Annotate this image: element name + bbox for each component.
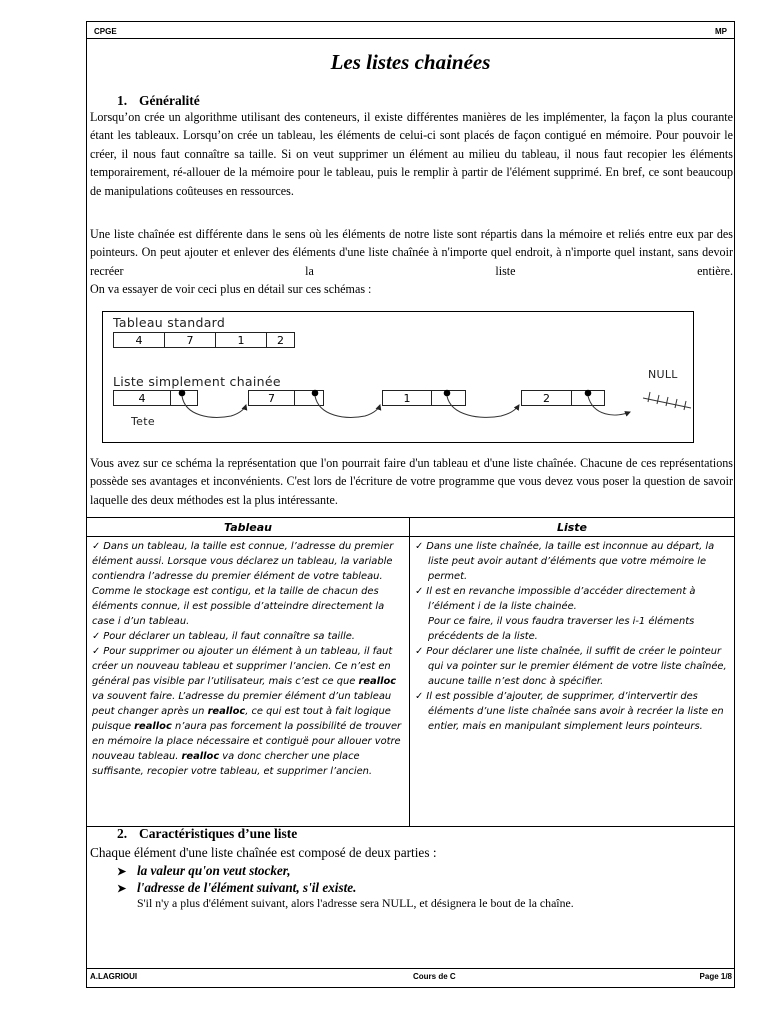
tableau-cell [87, 537, 410, 827]
realloc-keyword: realloc [207, 706, 246, 717]
array-cell: 4 [113, 332, 165, 348]
paragraph-figure-comment [90, 454, 733, 509]
section-2-title: Caractéristiques d’une liste [139, 826, 298, 841]
pointer-arrows [103, 312, 695, 444]
page-title: Les listes chainées [330, 50, 491, 74]
pointer-dot [312, 390, 319, 397]
check-icon: ✓ [415, 586, 424, 597]
parts-intro: Chaque élément d'une liste chaînée est composé de deux parties : [90, 845, 437, 860]
section-1-number: 1. [117, 93, 128, 108]
comparison-table [86, 517, 735, 827]
footer-page: Page 1/8 [699, 972, 732, 981]
list-node-value: 7 [248, 390, 295, 406]
array-vs-list-diagram [102, 311, 694, 443]
liste-cell [410, 537, 735, 827]
realloc-keyword: realloc [358, 676, 397, 687]
pointer-arrow [315, 396, 380, 417]
footer-author: A.LAGRIOUI [90, 972, 138, 981]
pointer-arrow [588, 396, 630, 415]
null-ground-symbol [643, 392, 691, 410]
tableau-point-1: ✓ Dans un tableau, la taille est connue, l’adresse du premier élément aussi. Lorsque vous déclarez un tableau, la variable contiendra l’adresse du premier élément de votre tableau. [92, 541, 394, 582]
column-header-liste: Liste [410, 518, 735, 537]
array-cell: 2 [266, 332, 295, 348]
pointer-dot [179, 390, 186, 397]
column-header-tableau: Tableau [87, 518, 410, 537]
pointer-dot [444, 390, 451, 397]
array-label: Tableau standard [113, 315, 226, 330]
paragraph-intro [90, 108, 733, 200]
check-icon: ✓ [415, 541, 424, 552]
liste-point-1: ✓ Dans une liste chaînée, la taille est inconnue au départ, la liste peut avoir autant d’éléments que votre mémoire le permet. [415, 541, 715, 582]
list-node-value: 1 [382, 390, 432, 406]
section-2-heading [117, 826, 297, 842]
pointer-dot [585, 390, 592, 397]
liste-point-4: ✓ Il est possible d’ajouter, de supprimer, d’intervertir des éléments d’une liste chaînée sans avoir à recréer la liste en entier, mais en manipulant simplement leurs pointeurs. [415, 691, 724, 732]
check-icon: ✓ [415, 691, 424, 702]
table-row [87, 537, 735, 827]
section-1-heading [117, 93, 200, 109]
realloc-keyword: realloc [181, 751, 220, 762]
list-node-value: 2 [521, 390, 572, 406]
page-header [86, 25, 735, 39]
header-rule [86, 38, 735, 39]
table-header-row [87, 518, 735, 537]
paragraph-2b: On va essayer de voir ceci plus en détail sur ces schémas : [90, 282, 372, 297]
liste-point-2: ✓ Il est en revanche impossible d’accéder directement à l’élément i de la liste chainée. [415, 586, 696, 612]
array-cell: 7 [164, 332, 216, 348]
paragraph-1: Lorsqu’on crée un algorithme utilisant des conteneurs, il existe différentes manières de les implémenter, la façon la plus courante étant les tableaux. Lorsqu’on crée un tableau, les éléments de celui-ci sont placés de façon contigué en mémoire. Pour pouvoir le créer, il nous faut connaître sa taille. Si on veut supprimer un élément au milieu du tableau, il nous faut recopier les éléments temporairement, ré-allouer de la mémoire pour le tableau, puis le remplir à partir de l'élément supprimé. En bref, ce sont beaucoup de manipulations coûteuses en ressources. [90, 110, 733, 198]
paragraph-3: Vous avez sur ce schéma la représentation que l'on pourrait faire d'un tableau et d'une liste chaînée. Chacune de ces représentations possède ses avantages et inconvénients. C'est lors de l'écriture de votre programme que vous devez vous poser la question de savoir laquelle des deux méthodes est la plus intéressante. [90, 456, 733, 507]
arrow-bullet-icon: ➤ [117, 883, 127, 895]
check-icon: ✓ [415, 646, 424, 657]
header-right: MP [715, 27, 727, 36]
header-left: CPGE [94, 27, 117, 36]
realloc-keyword: realloc [134, 721, 172, 732]
footer-course: Cours de C [413, 972, 456, 981]
tableau-point-3: ✓ Pour déclarer un tableau, il faut connaître sa taille. [92, 631, 355, 642]
list-node-value: 4 [113, 390, 171, 406]
paragraph-linked-list [90, 225, 733, 299]
tableau-point-4: ✓ Pour supprimer ou ajouter un élément à un tableau, il faut créer un nouveau tableau et supprimer l’ancien. Ce n’est en général pas visible par l’utilisateur, mais c’est ce que realloc va souvent faire. L’adresse du premier élément d’un tableau peut changer après un realloc, ce qui est tout à fait logique puisque realloc n’aura pas forcement la possibilité de trouver en mémoire la place nécessaire et contiguë pour allouer votre nouveau tableau. realloc va donc chercher une place suffisante, recopier votre tableau, et supprimer l’ancien. [92, 646, 402, 777]
null-label: NULL [648, 368, 678, 381]
pointer-arrow [447, 396, 519, 417]
tableau-point-2: Comme le stockage est contigu, et la taille de chacun des éléments connue, il est possible d’atteindre directement la case i d’un tableau. [92, 586, 385, 627]
section-2-number: 2. [117, 826, 128, 841]
paragraph-2: Une liste chaînée est différente dans le sens où les éléments de notre liste sont répartis dans la mémoire et reliés entre eux par des pointeurs. On peut ajouter et enlever des éléments d'une liste chaînée à n'importe quel endroit, à n'importe quel instant, sans devoir recréer la liste entière. [90, 227, 733, 278]
check-icon: ✓ [92, 541, 101, 552]
pointer-arrow [182, 396, 246, 417]
section-1-title: Généralité [139, 93, 200, 108]
head-label: Tete [131, 415, 155, 428]
liste-point-2-detail: Pour ce faire, il vous faudra traverser les i-1 éléments précédents de la liste. [428, 616, 695, 642]
liste-point-3: ✓ Pour déclarer une liste chaînée, il suffit de créer le pointeur qui va pointer sur le premier élément de votre liste chaînée, aucune taille n’est donc à spécifier. [415, 646, 727, 687]
list-label: Liste simplement chainée [113, 374, 281, 389]
check-icon: ✓ [92, 631, 101, 642]
footer-rule [86, 968, 735, 969]
null-note: S'il n'y a plus d'élément suivant, alors l'adresse sera NULL, et désignera le bout de la chaîne. [137, 896, 574, 910]
part-bullet-address: ➤ l'adresse de l'élément suivant, s'il existe. [117, 880, 357, 895]
array-cell: 1 [215, 332, 267, 348]
part-bullet-value: ➤ la valeur qu'on veut stocker, [117, 863, 291, 878]
check-icon: ✓ [92, 646, 101, 657]
arrow-bullet-icon: ➤ [117, 866, 127, 878]
